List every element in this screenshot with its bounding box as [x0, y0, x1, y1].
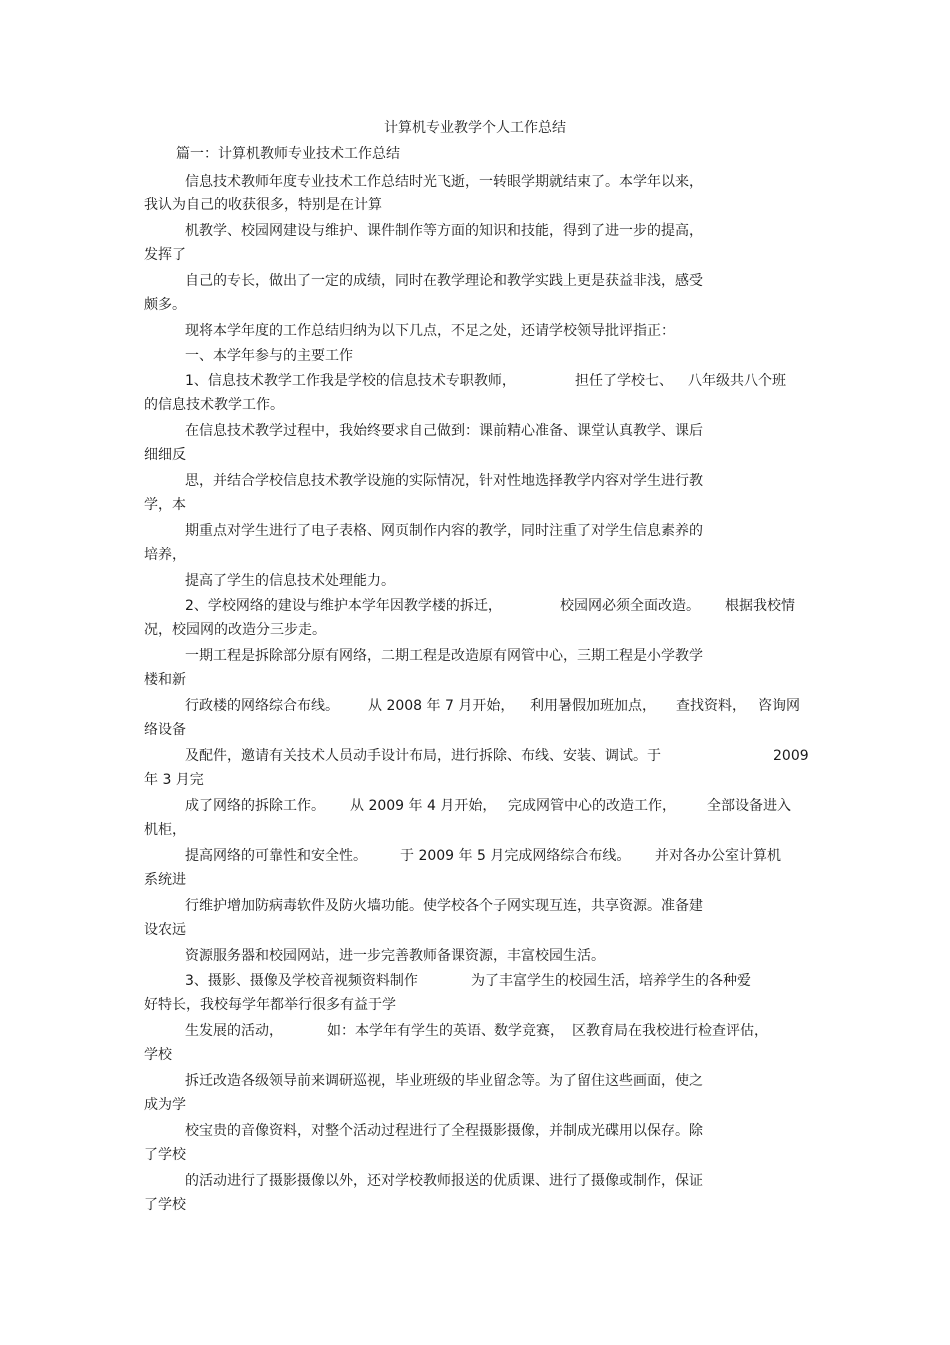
text-line: 现将本学年度的工作总结归纳为以下几点，不足之处，还请学校领导批评指正：: [185, 323, 675, 339]
text-line: 资源服务器和校园网站，进一步完善教师备课资源，丰富校园生活。: [185, 948, 605, 964]
text-fragment: 八年级共八个班: [688, 373, 786, 389]
text-fragment: 数学竞赛，: [494, 1023, 564, 1039]
text-line: 在信息技术教学过程中，我始终要求自己做到：课前精心准备、课堂认真教学、课后: [185, 423, 703, 439]
text-line: 况，校园网的改造分三步走。: [144, 622, 326, 638]
text-line: 系统进: [144, 872, 186, 888]
section-subtitle: 篇一：计算机教师专业技术工作总结: [176, 146, 400, 162]
document-title: 计算机专业教学个人工作总结: [384, 120, 566, 136]
text-line: 拆迁改造各级领导前来调研巡视，毕业班级的毕业留念等。为了留住这些画面，使之: [185, 1073, 703, 1089]
text-line: 楼和新: [144, 672, 186, 688]
text-fragment: 从 2008 年 7 月开始，: [368, 698, 515, 714]
text-line: 提高了学生的信息技术处理能力。: [185, 573, 395, 589]
text-line: 机柜，: [144, 822, 186, 838]
text-fragment: 根据我校情: [725, 598, 795, 614]
text-line: 我认为自己的收获很多，特别是在计算: [144, 197, 382, 213]
text-line: 络设备: [144, 722, 186, 738]
text-line: 学校: [144, 1047, 172, 1063]
text-line: 的信息技术教学工作。: [144, 397, 284, 413]
text-fragment: 完成网管中心的改造工作，: [508, 798, 676, 814]
text-line: 细细反: [144, 447, 186, 463]
text-line: 机教学、校园网建设与维护、课件制作等方面的知识和技能，得到了进一步的提高，: [185, 223, 703, 239]
text-line: 学，本: [144, 497, 186, 513]
text-fragment: 如：本学年有学生的英语、: [327, 1023, 495, 1039]
text-line: 好特长，我校每学年都举行很多有益于学: [144, 997, 396, 1013]
text-line: 期重点对学生进行了电子表格、网页制作内容的教学，同时注重了对学生信息素养的: [185, 523, 703, 539]
text-fragment: 担任了学校七、: [575, 373, 673, 389]
text-line: 自己的专长，做出了一定的成绩，同时在教学理论和教学实践上更是获益非浅，感受: [185, 273, 703, 289]
text-fragment: 查找资料，: [676, 698, 746, 714]
text-line: 颇多。: [144, 297, 186, 313]
text-line: 了学校: [144, 1147, 186, 1163]
text-line: 行维护增加防病毒软件及防火墙功能。使学校各个子网实现互连，共享资源。准备建: [185, 898, 703, 914]
text-line: 行政楼的网络综合布线。: [185, 698, 339, 714]
text-line: 设农远: [144, 922, 186, 938]
text-line: 提高网络的可靠性和安全性。: [185, 848, 367, 864]
text-fragment: 利用暑假加班加点，: [530, 698, 656, 714]
text-fragment: 全部设备进入: [707, 798, 791, 814]
text-line: 及配件，邀请有关技术人员动手设计布局，进行拆除、布线、安装、调试。于: [185, 748, 661, 764]
text-fragment: 区教育局在我校进行检查评估，: [572, 1023, 768, 1039]
section-heading: 一、本学年参与的主要工作: [185, 348, 353, 364]
text-fragment: 并对各办公室计算机: [655, 848, 781, 864]
text-line: 成为学: [144, 1097, 186, 1113]
text-fragment: 于 2009 年 5 月完成网络综合布线。: [400, 848, 631, 864]
text-line: 校宝贵的音像资料，对整个活动过程进行了全程摄影摄像，并制成光碟用以保存。除: [185, 1123, 703, 1139]
text-fragment: 咨询网: [758, 698, 800, 714]
text-fragment: 从 2009 年 4 月开始，: [350, 798, 497, 814]
text-line: 一期工程是拆除部分原有网络，二期工程是改造原有网管中心，三期工程是小学教学: [185, 648, 703, 664]
text-fragment: 为了丰富学生的校园生活，培养学生的各种爱: [471, 973, 751, 989]
text-line: 了学校: [144, 1197, 186, 1213]
text-line: 成了网络的拆除工作。: [185, 798, 325, 814]
text-line: 的活动进行了摄影摄像以外，还对学校教师报送的优质课、进行了摄像或制作，保证: [185, 1173, 703, 1189]
text-line: 培养，: [144, 547, 186, 563]
text-fragment: 2009: [773, 748, 809, 764]
text-line: 思，并结合学校信息技术教学设施的实际情况，针对性地选择教学内容对学生进行教: [185, 473, 703, 489]
text-line: 2、学校网络的建设与维护本学年因教学楼的拆迁，: [185, 598, 502, 614]
text-line: 3、摄影、摄像及学校音视频资料制作: [185, 973, 418, 989]
text-fragment: 校园网必须全面改造。: [560, 598, 700, 614]
text-line: 1、信息技术教学工作我是学校的信息技术专职教师，: [185, 373, 516, 389]
text-line: 年 3 月完: [144, 772, 204, 788]
text-line: 信息技术教师年度专业技术工作总结时光飞逝，一转眼学期就结束了。本学年以来，: [185, 174, 703, 190]
text-line: 生发展的活动，: [185, 1023, 283, 1039]
text-line: 发挥了: [144, 247, 186, 263]
